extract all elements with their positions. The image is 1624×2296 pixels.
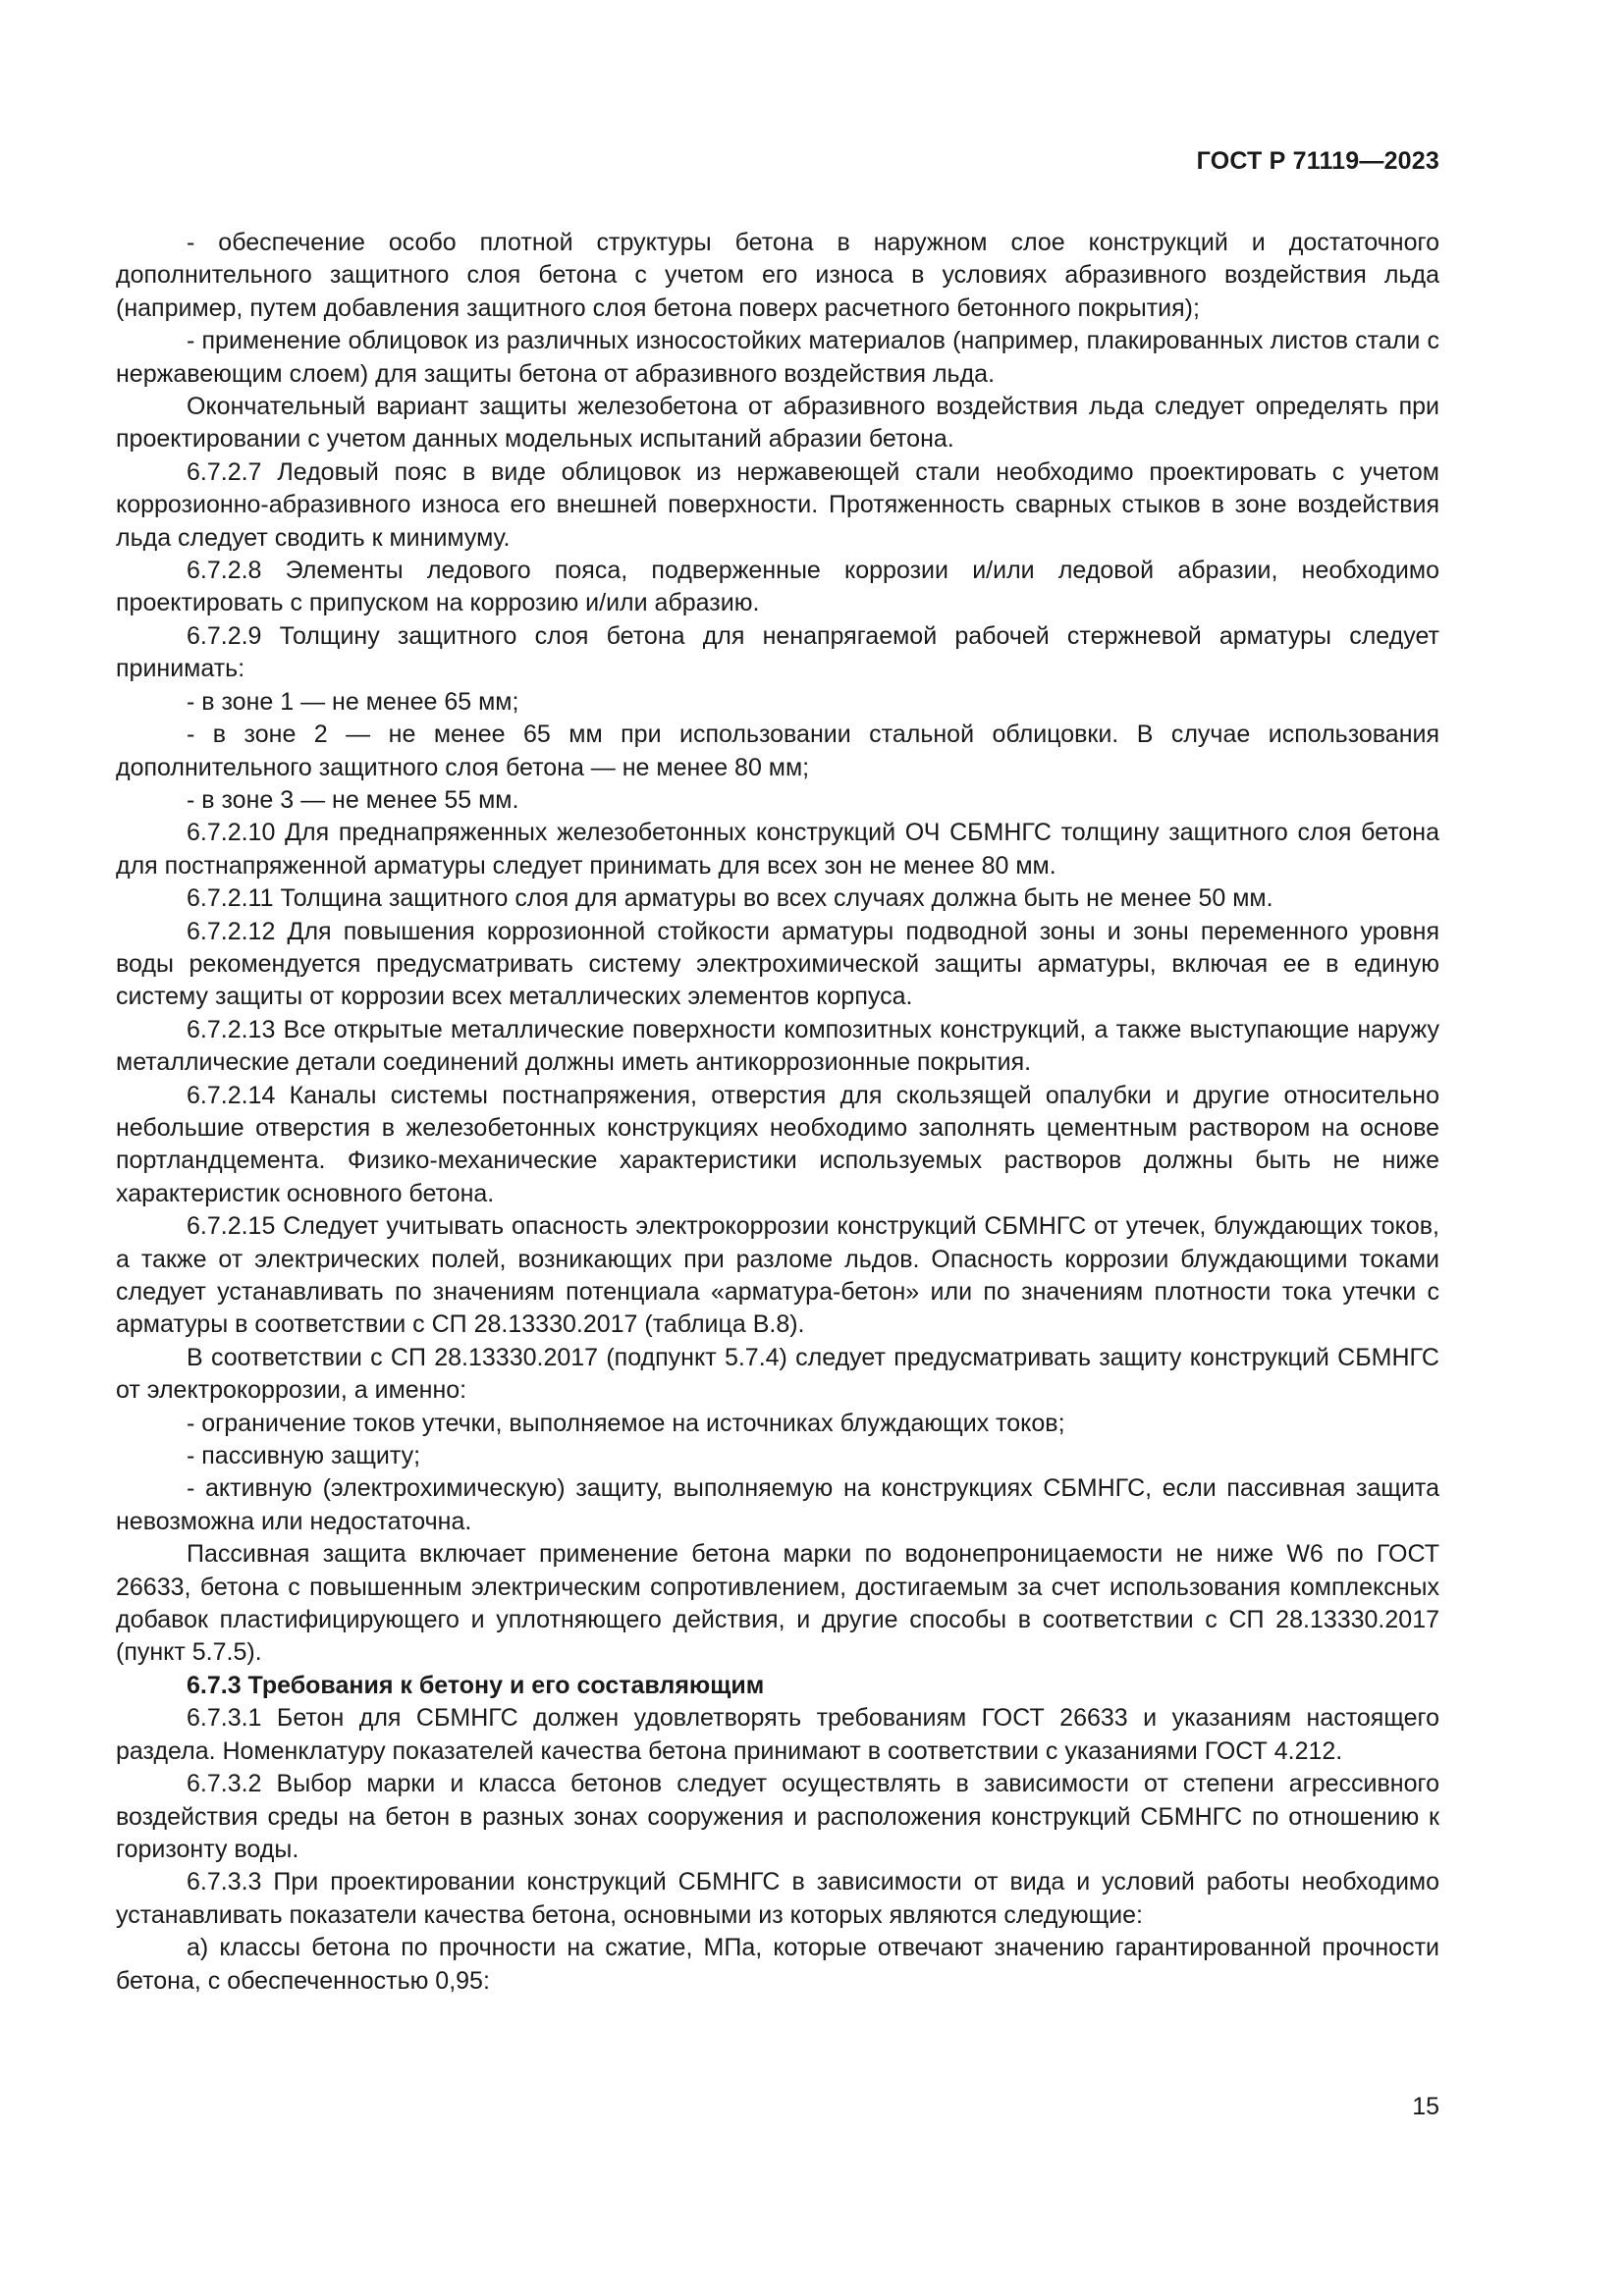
paragraph: 6.7.2.13 Все открытые металлические поверхности композитных конструкций, а также выступающие наружу металлические детали соединений должны иметь антикоррозионные покрытия. — [116, 1015, 1439, 1077]
section-heading: 6.7.3 Требования к бетону и его составляющим — [187, 1671, 765, 1699]
paragraph: - активную (электрохимическую) защиту, выполняемую на конструкциях СБМНГС, если пассивная защита невозможна или недостаточна. — [116, 1474, 1439, 1535]
paragraph: - обеспечение особо плотной структуры бетона в наружном слое конструкций и достаточного дополнительного защитного слоя бетона с учетом его износа в условиях абразивного воздействия льда (например, путем добавления защитного слоя бетона поверх расчетного бетонного покрытия); — [116, 229, 1439, 322]
paragraph: - применение облицовок из различных износостойких материалов (например, плакированных листов стали с нержавеющим слоем) для защиты бетона от абразивного воздействия льда. — [116, 327, 1439, 388]
document-body — [116, 227, 1439, 1998]
paragraph: Пассивная защита включает применение бетона марки по водонепроницаемости не ниже W6 по ГОСТ 26633, бетона с повышенным электрическим сопротивлением, достигаемым за счет использования комплексных добавок пластифицирующего и уплотняющего действия, и другие способы в соответствии с СП 28.13330.2017 (пункт 5.7.5). — [116, 1540, 1439, 1667]
paragraph: 6.7.2.12 Для повышения коррозионной стойкости арматуры подводной зоны и зоны переменного уровня воды рекомендуется предусматривать систему электрохимической защиты арматуры, включая ее в единую систему защиты от коррозии всех металлических элементов корпуса. — [116, 917, 1439, 1011]
paragraph: 6.7.2.7 Ледовый пояс в виде облицовок из нержавеющей стали необходимо проектировать с учетом коррозионно-абразивного износа его внешней поверхности. Протяженность сварных стыков в зоне воздействия льда следует сводить к минимуму. — [116, 457, 1439, 552]
paragraph: - в зоне 3 — не менее 55 мм. — [187, 785, 519, 814]
paragraph: 6.7.2.8 Элементы ледового пояса, подверженные коррозии и/или ледовой абразии, необходимо проектировать с припуском на коррозию и/или абразию. — [116, 557, 1439, 617]
paragraph: 6.7.2.11 Толщина защитного слоя для арматуры во всех случаях должна быть не менее 50 мм. — [187, 884, 1273, 913]
paragraph: 6.7.2.9 Толщину защитного слоя бетона для ненапрягаемой рабочей стержневой арматуры следует принимать: — [116, 621, 1439, 683]
paragraph: - пассивную защиту; — [187, 1442, 421, 1470]
standard-header: ГОСТ Р 71119—2023 — [1196, 147, 1439, 175]
paragraph: - ограничение токов утечки, выполняемое на источниках блуждающих токов; — [187, 1409, 1065, 1437]
paragraph: 6.7.3.2 Выбор марки и класса бетонов следует осуществлять в зависимости от степени агрессивного воздействия среды на бетон в разных зонах сооружения и расположения конструкций СБМНГС по отношению к горизонту воды. — [116, 1770, 1439, 1863]
paragraph: - в зоне 1 — не менее 65 мм; — [187, 687, 519, 716]
page-number: 15 — [1412, 2093, 1439, 2120]
paragraph: а) классы бетона по прочности на сжатие, МПа, которые отвечают значению гарантированной прочности бетона, с обеспеченностью 0,95: — [116, 1934, 1439, 1995]
paragraph: Окончательный вариант защиты железобетона от абразивного воздействия льда следует определять при проектировании с учетом данных модельных испытаний абразии бетона. — [116, 393, 1439, 454]
paragraph: 6.7.3.3 При проектировании конструкций СБМНГС в зависимости от вида и условий работы необходимо устанавливать показатели качества бетона, основными из которых являются следующие: — [116, 1868, 1439, 1929]
paragraph: 6.7.2.10 Для преднапряженных железобетонных конструкций ОЧ СБМНГС толщину защитного слоя бетона для постнапряженной арматуры следует принимать для всех зон не менее 80 мм. — [116, 819, 1439, 880]
paragraph: 6.7.2.15 Следует учитывать опасность электрокоррозии конструкций СБМНГС от утечек, блуждающих токов, а также от электрических полей, возникающих при разломе льдов. Опасность коррозии блуждающими токами следует устанавливать по значениям потенциала «арматура-бетон» или по значениям плотности тока утечки с арматуры в соответствии с СП 28.13330.2017 (таблица В.8). — [116, 1212, 1439, 1339]
paragraph: - в зоне 2 — не менее 65 мм при использовании стальной облицовки. В случае использования дополнительного защитного слоя бетона — не менее 80 мм; — [116, 721, 1439, 781]
paragraph: 6.7.2.14 Каналы системы постнапряжения, отверстия для скользящей опалубки и другие относительно небольшие отверстия в железобетонных конструкциях необходимо заполнять цементным раствором на основе портландцемента. Физико-механические характеристики используемых растворов должны быть не ниже характеристик основного бетона. — [116, 1081, 1439, 1207]
paragraph: 6.7.3.1 Бетон для СБМНГС должен удовлетворять требованиям ГОСТ 26633 и указаниям настоящего раздела. Номенклатуру показателей качества бетона принимают в соответствии с указаниями ГОСТ 4.212. — [116, 1704, 1439, 1765]
paragraph: В соответствии с СП 28.13330.2017 (подпункт 5.7.4) следует предусматривать защиту конструкций СБМНГС от электрокоррозии, а именно: — [116, 1343, 1439, 1405]
